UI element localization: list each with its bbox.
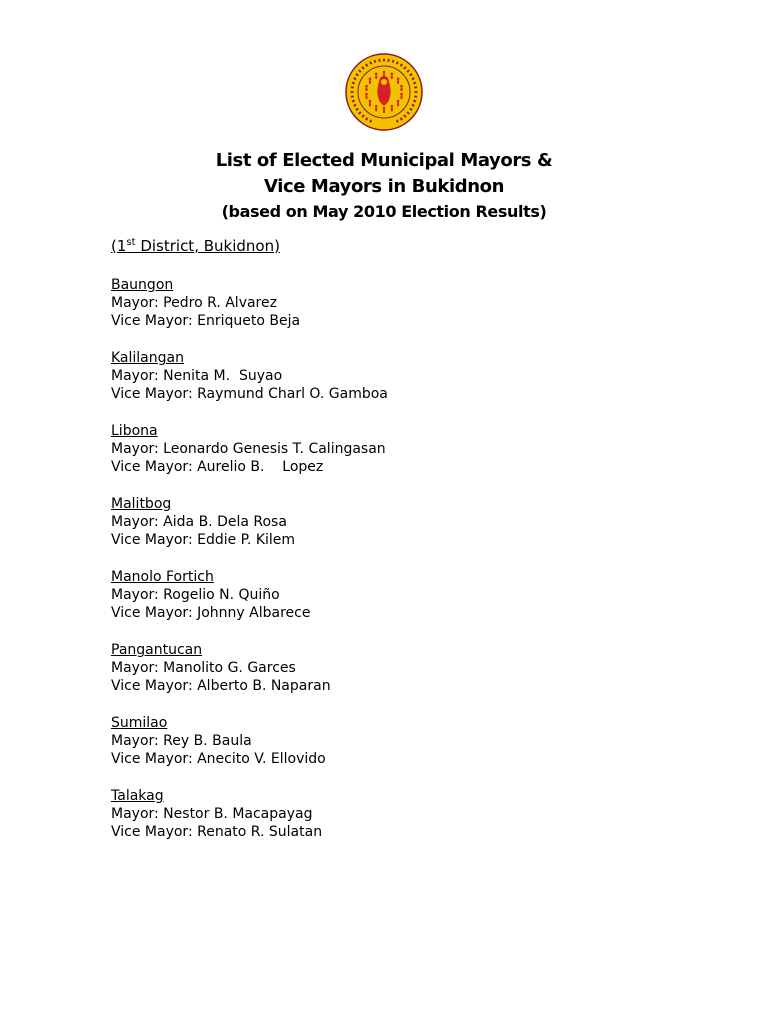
district-suffix: District, Bukidnon) — [135, 237, 280, 255]
district-prefix: (1 — [111, 237, 127, 255]
seal-figure — [365, 85, 368, 91]
seal-figure — [400, 85, 403, 91]
list-item — [111, 276, 711, 349]
municipality-name: Kalilangan — [111, 350, 184, 366]
mayor-line: Mayor: Nenita M. Suyao — [111, 368, 283, 384]
mayor-line: Mayor: Pedro R. Alvarez — [111, 295, 277, 311]
document-subtitle: (based on May 2010 Election Results) — [221, 202, 547, 221]
seal-letter-mark — [415, 91, 418, 93]
seal-figure — [369, 100, 372, 106]
municipality-name: Talakag — [111, 788, 164, 804]
vice-mayor-line: Vice Mayor: Raymund Charl O. Gamboa — [111, 386, 388, 402]
list-item — [111, 349, 711, 422]
list-item — [111, 641, 711, 714]
mayor-line: Mayor: Nestor B. Macapayag — [111, 806, 313, 822]
vice-mayor-line: Vice Mayor: Eddie P. Kilem — [111, 532, 296, 548]
seal-letter-mark — [351, 91, 354, 93]
vice-mayor-line: Vice Mayor: Alberto B. Naparan — [111, 678, 331, 694]
mayor-line: Mayor: Leonardo Genesis T. Calingasan — [111, 441, 386, 457]
list-item — [111, 422, 711, 495]
seal-figure — [365, 93, 368, 99]
municipality-list — [111, 276, 711, 860]
vice-mayor-line: Vice Mayor: Renato R. Sulatan — [111, 824, 323, 840]
seal-figure — [391, 72, 394, 78]
title-line-2: Vice Mayors in Bukidnon — [264, 176, 504, 197]
document-title — [0, 148, 768, 224]
seal-figure — [397, 100, 400, 106]
dilg-seal-logo — [344, 52, 424, 132]
list-item — [111, 714, 711, 787]
title-line-1: List of Elected Municipal Mayors & — [215, 150, 553, 171]
vice-mayor-line: Vice Mayor: Anecito V. Ellovido — [111, 751, 326, 767]
mayor-line: Mayor: Manolito G. Garces — [111, 660, 296, 676]
seal-letter-mark — [383, 59, 385, 62]
seal-figure — [383, 107, 386, 113]
vice-mayor-line: Vice Mayor: Johnny Albarece — [111, 605, 311, 621]
seal-figure — [400, 93, 403, 99]
list-item — [111, 568, 711, 641]
municipality-name: Malitbog — [111, 496, 172, 512]
municipality-name: Baungon — [111, 277, 174, 293]
municipality-name: Manolo Fortich — [111, 569, 214, 585]
mayor-line: Mayor: Rogelio N. Quiño — [111, 587, 280, 603]
seal-figure — [397, 77, 400, 83]
vice-mayor-line: Vice Mayor: Aurelio B. Lopez — [111, 459, 324, 475]
seal-figure — [375, 72, 378, 78]
seal-figure — [391, 105, 394, 111]
vice-mayor-line: Vice Mayor: Enriqueto Beja — [111, 313, 301, 329]
municipality-name: Sumilao — [111, 715, 168, 731]
municipality-name: Pangantucan — [111, 642, 203, 658]
district-heading — [111, 236, 280, 256]
list-item — [111, 787, 711, 860]
municipality-name: Libona — [111, 423, 158, 439]
list-item — [111, 495, 711, 568]
district-superscript: st — [126, 237, 136, 248]
seal-figure — [375, 105, 378, 111]
mayor-line: Mayor: Aida B. Dela Rosa — [111, 514, 287, 530]
seal-figure — [369, 77, 372, 83]
mayor-line: Mayor: Rey B. Baula — [111, 733, 252, 749]
